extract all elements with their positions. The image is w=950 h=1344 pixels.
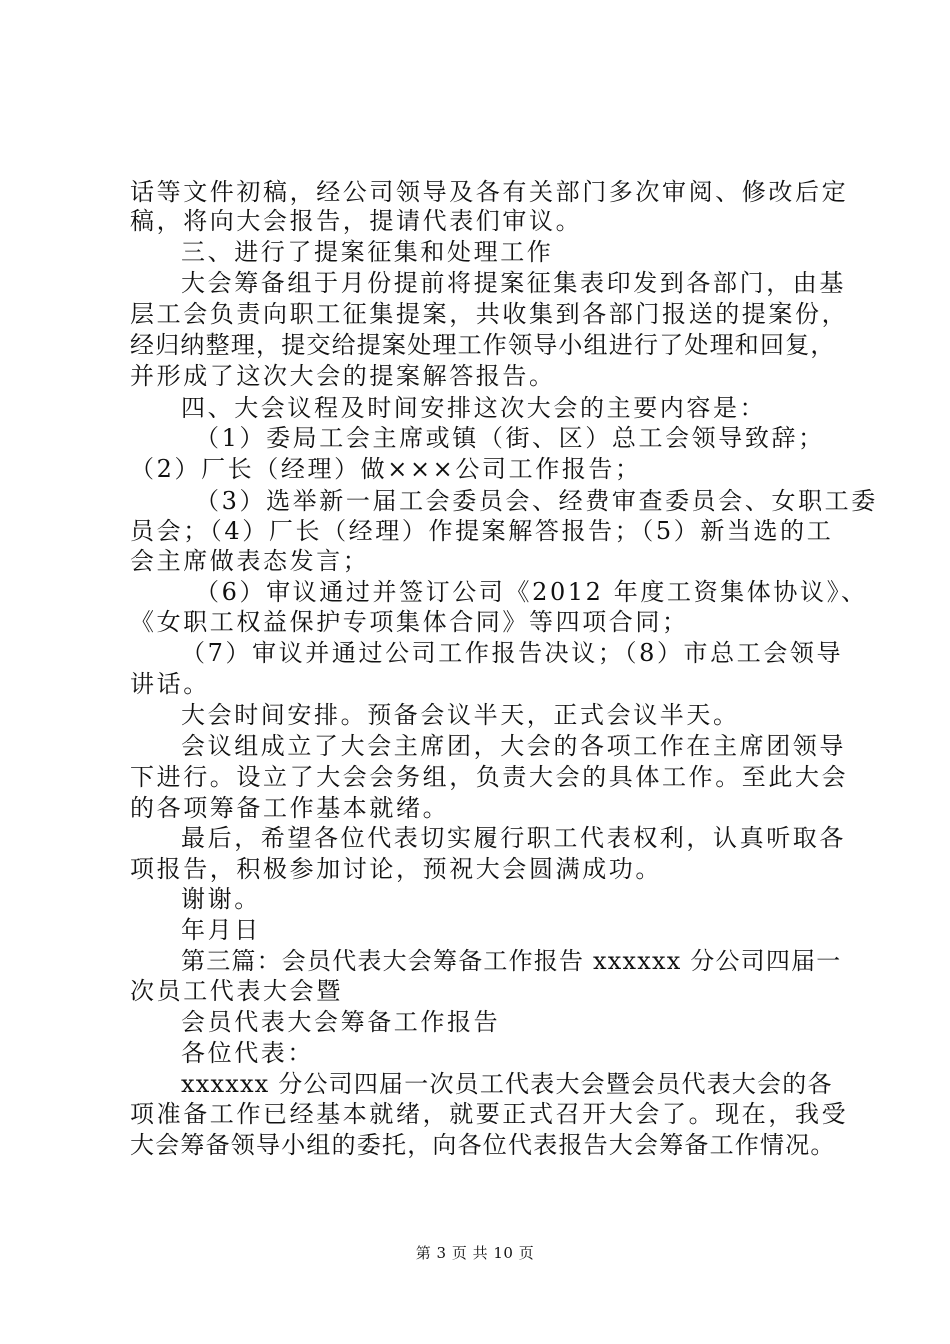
salutation: 各位代表： — [181, 1039, 314, 1067]
text-line: 大会时间安排。预备会议半天，正式会议半天。 — [181, 701, 740, 729]
text-line: 层工会负责向职工征集提案，共收集到各部门报送的提案份， — [130, 300, 849, 328]
text-line: 最后，希望各位代表切实履行职工代表权利，认真听取各 — [181, 824, 846, 852]
agenda-item: 会主席做表态发言； — [130, 547, 370, 575]
section-heading: 四、大会议程及时间安排这次大会的主要内容是： — [181, 394, 767, 422]
agenda-item: （7）审议并通过公司工作报告决议；（8）市总工会领导 — [181, 639, 844, 667]
agenda-item: （3）选举新一届工会委员会、经费审查委员会、女职工委 — [195, 487, 878, 515]
text-line: 下进行。设立了大会会务组，负责大会的具体工作。至此大会 — [130, 763, 849, 791]
agenda-item: 《女职工权益保护专项集体合同》等四项合同； — [130, 608, 689, 636]
agenda-item: （1）委局工会主席或镇（街、区）总工会领导致辞； — [195, 424, 825, 452]
text-line: 项报告，积极参加讨论，预祝大会圆满成功。 — [130, 855, 662, 883]
agenda-item: 员会；（4）厂长（经理）作提案解答报告；（5）新当选的工 — [130, 517, 834, 545]
section-heading: 三、进行了提案征集和处理工作 — [181, 238, 554, 266]
agenda-item: （6）审议通过并签订公司《2012 年度工资集体协议》、 — [195, 578, 868, 606]
chapter-heading: 第三篇：会员代表大会筹备工作报告 xxxxxx 分公司四届一 — [181, 947, 842, 975]
text-line: 话等文件初稿，经公司领导及各有关部门多次审阅、修改后定 — [130, 178, 849, 206]
text-line: 经归纳整理，提交给提案处理工作领导小组进行了处理和回复， — [130, 331, 836, 359]
text-line: 大会筹备领导小组的委托，向各位代表报告大会筹备工作情况。 — [130, 1131, 836, 1159]
text-line: xxxxxx 分公司四届一次员工代表大会暨会员代表大会的各 — [181, 1070, 833, 1098]
text-line: 并形成了这次大会的提案解答报告。 — [130, 362, 556, 390]
text-line: 谢谢。 — [181, 885, 261, 913]
text-line: 项准备工作已经基本就绪，就要正式召开大会了。现在，我受 — [130, 1100, 849, 1128]
agenda-item: 讲话。 — [130, 670, 210, 698]
report-title: 会员代表大会筹备工作报告 — [181, 1008, 501, 1036]
text-line: 会议组成立了大会主席团，大会的各项工作在主席团领导 — [181, 732, 846, 760]
text-line: 的各项筹备工作基本就绪。 — [130, 794, 450, 822]
text-line: 大会筹备组于月份提前将提案征集表印发到各部门，由基 — [181, 269, 846, 297]
chapter-heading: 次员工代表大会暨 — [130, 977, 343, 1005]
date-line: 年月日 — [181, 916, 261, 944]
text-line: 稿，将向大会报告，提请代表们审议。 — [130, 207, 583, 235]
page-number-footer: 第 3 页 共 10 页 — [415, 1244, 535, 1262]
agenda-item: （2）厂长（经理）做×××公司工作报告； — [130, 455, 642, 483]
